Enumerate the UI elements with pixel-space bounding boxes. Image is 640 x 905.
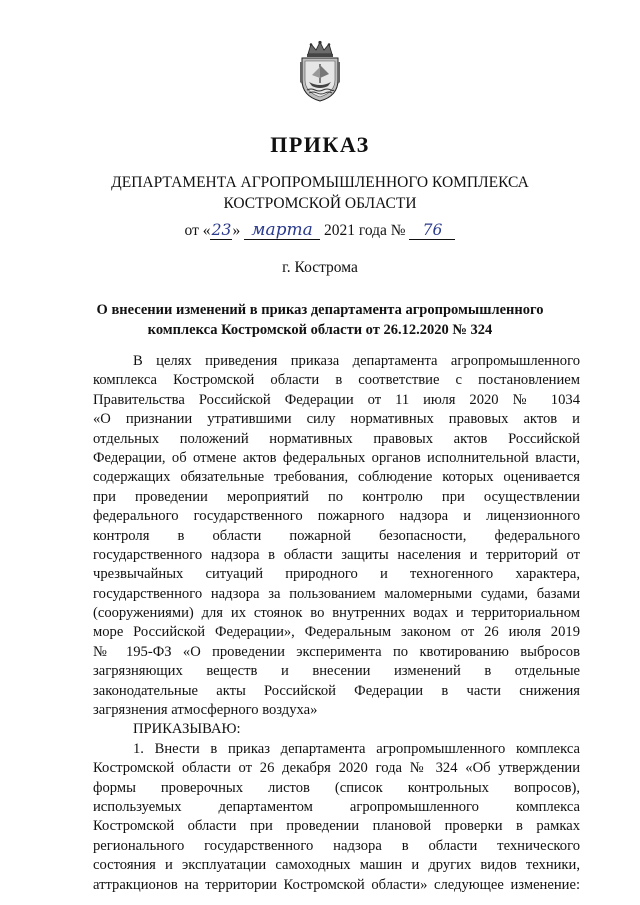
- body-line: содержащих обязательные требования, соблюдение которых оценивается: [93, 469, 580, 486]
- kostroma-coat-of-arms-icon: [298, 40, 342, 102]
- clause-1-line: используемых департаментом агропромышленного комплекса: [93, 798, 580, 815]
- body-line: чрезвычайных ситуаций природного и техногенного характера,: [93, 566, 580, 583]
- clause-1-line: формы проверочных листов (список контрольных вопросов),: [93, 779, 580, 796]
- clause-1-line: состояния и эксплуатации самоходных машин и других видов техники,: [93, 857, 580, 874]
- body-line: Правительства Российской Федерации от 11 июля 2020 № 1034: [93, 391, 580, 408]
- body-line: государственного надзора за пользованием маломерными судами, базами: [93, 585, 580, 602]
- department-name-line1: ДЕПАРТАМЕНТА АГРОПРОМЫШЛЕННОГО КОМПЛЕКСА: [111, 174, 529, 191]
- date-prefix: от «: [184, 222, 211, 239]
- body-text: [93, 352, 580, 895]
- body-line: отдельных положений нормативных правовых актов Российской: [93, 430, 580, 447]
- body-line: «О признании утратившими силу нормативных правовых актов и: [93, 411, 580, 428]
- clause-1-line: Костромской области от 26 декабря 2020 года № 324 «Об утверждении: [93, 760, 580, 777]
- clause-1-line: Костромской области при проведении плановой проверки в рамках: [93, 818, 580, 835]
- body-line: Федерации, об отмене актов федеральных органов исполнительной власти,: [93, 449, 580, 466]
- department-name-line2: КОСТРОМСКОЙ ОБЛАСТИ: [223, 195, 417, 212]
- date-month-handwritten: марта: [244, 221, 320, 240]
- date-day-close: »: [232, 222, 241, 239]
- order-number-handwritten: 76: [409, 221, 455, 240]
- body-line: (сооружениями) для их стоянок во внутренних водах и территориальном: [93, 605, 580, 622]
- date-number-line: [0, 221, 640, 240]
- date-day-handwritten: 23: [211, 221, 232, 239]
- subject-line2: комплекса Костромской области от 26.12.2020 № 324: [147, 322, 493, 338]
- clause-1-line: аттракционов на территории Костромской области» следующее изменение:: [93, 876, 580, 893]
- body-line: загрязнения атмосферного воздуха»: [93, 702, 318, 719]
- date-year-text: 2021 года №: [323, 222, 406, 239]
- clause-1-line: 1. Внести в приказ департамента агропромышленного комплекса: [133, 740, 580, 757]
- body-line: загрязняющих веществ и внесении изменений в отдельные: [93, 663, 580, 680]
- body-line: при проведении мероприятий по контролю при осуществлении: [93, 488, 580, 505]
- body-line: В целях приведения приказа департамента агропромышленного: [133, 353, 580, 369]
- body-line: море Российской Федерации», Федеральным законом от 26 июля 2019: [93, 624, 580, 641]
- order-directive: ПРИКАЗЫВАЮ:: [133, 721, 241, 738]
- subject-line1: О внесении изменений в приказ департамента агропромышленного: [96, 302, 544, 318]
- city-name: г. Кострома: [282, 259, 358, 276]
- body-line: контроля в области пожарной безопасности, федерального: [93, 527, 580, 544]
- body-line: комплекса Костромской области в соответствие с постановлением: [93, 372, 580, 389]
- body-line: законодательные акты Российской Федерации в части снижения: [93, 682, 580, 699]
- clause-1-line: регионального государственного надзора в области технического: [93, 837, 580, 854]
- body-line: № 195-ФЗ «О проведении эксперимента по квотированию выбросов: [93, 643, 580, 660]
- body-line: федерального государственного пожарного надзора и лицензионного: [93, 508, 580, 525]
- body-line: государственного надзора в области защиты населения и территорий от: [93, 546, 580, 563]
- document-title: ПРИКАЗ: [270, 132, 370, 157]
